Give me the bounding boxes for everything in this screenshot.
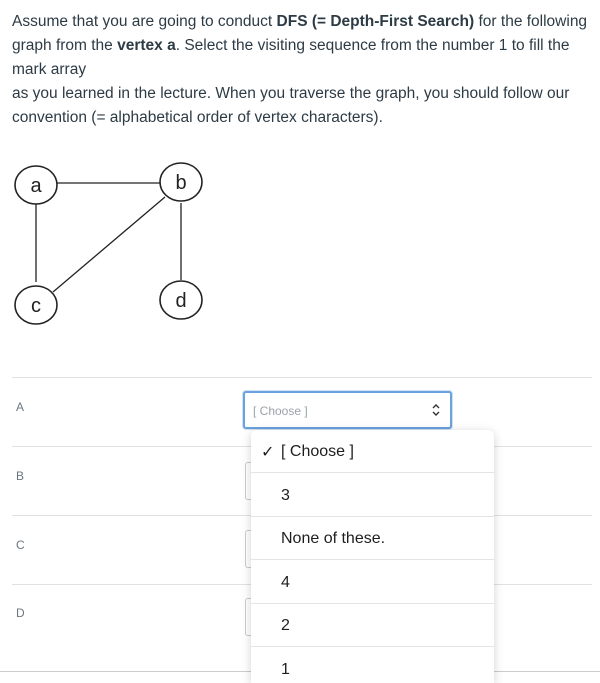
select-a-value: [ Choose ]	[253, 404, 308, 418]
row-label-c: C	[16, 538, 25, 552]
vertex-term: vertex a	[117, 37, 176, 54]
dropdown-menu	[251, 430, 494, 683]
dfs-term: DFS (= Depth-First Search)	[276, 13, 475, 30]
node-label-c: c	[31, 295, 41, 317]
node-label-d: d	[175, 290, 187, 312]
option-label: None of these.	[281, 530, 386, 547]
option-none[interactable]	[251, 517, 494, 560]
question-paragraph-1: Assume that you are going to conduct DFS (= Depth-First Search) for the following graph from the vertex a. Select the visiting sequence from the number 1 to fill the mark array	[12, 13, 588, 78]
option-label: 2	[281, 617, 290, 634]
row-label-b: B	[16, 469, 25, 483]
node-label-a: a	[30, 175, 42, 197]
option-choose[interactable]	[251, 430, 494, 473]
row-divider	[12, 377, 592, 378]
check-icon: ✓	[261, 444, 275, 461]
option-2[interactable]	[251, 604, 494, 647]
edge-b-c	[53, 197, 165, 292]
node-label-b: b	[175, 172, 187, 194]
option-label: 4	[281, 574, 290, 591]
option-label: 1	[281, 661, 290, 678]
question-paragraph-2: as you learned in the lecture. When you traverse the graph, you should follow our convention (= alphabetical order of vertex characters).	[12, 85, 570, 126]
question-text	[12, 10, 592, 130]
option-4[interactable]	[251, 561, 494, 604]
select-a[interactable]	[243, 391, 452, 429]
option-label: 3	[281, 487, 290, 504]
option-1[interactable]	[251, 648, 494, 683]
option-label: [ Choose ]	[281, 443, 354, 460]
row-label-d: D	[16, 606, 25, 620]
row-label-a: A	[16, 400, 25, 414]
graph-diagram	[0, 150, 230, 330]
option-3[interactable]	[251, 474, 494, 517]
updown-chevron-icon	[432, 403, 440, 422]
